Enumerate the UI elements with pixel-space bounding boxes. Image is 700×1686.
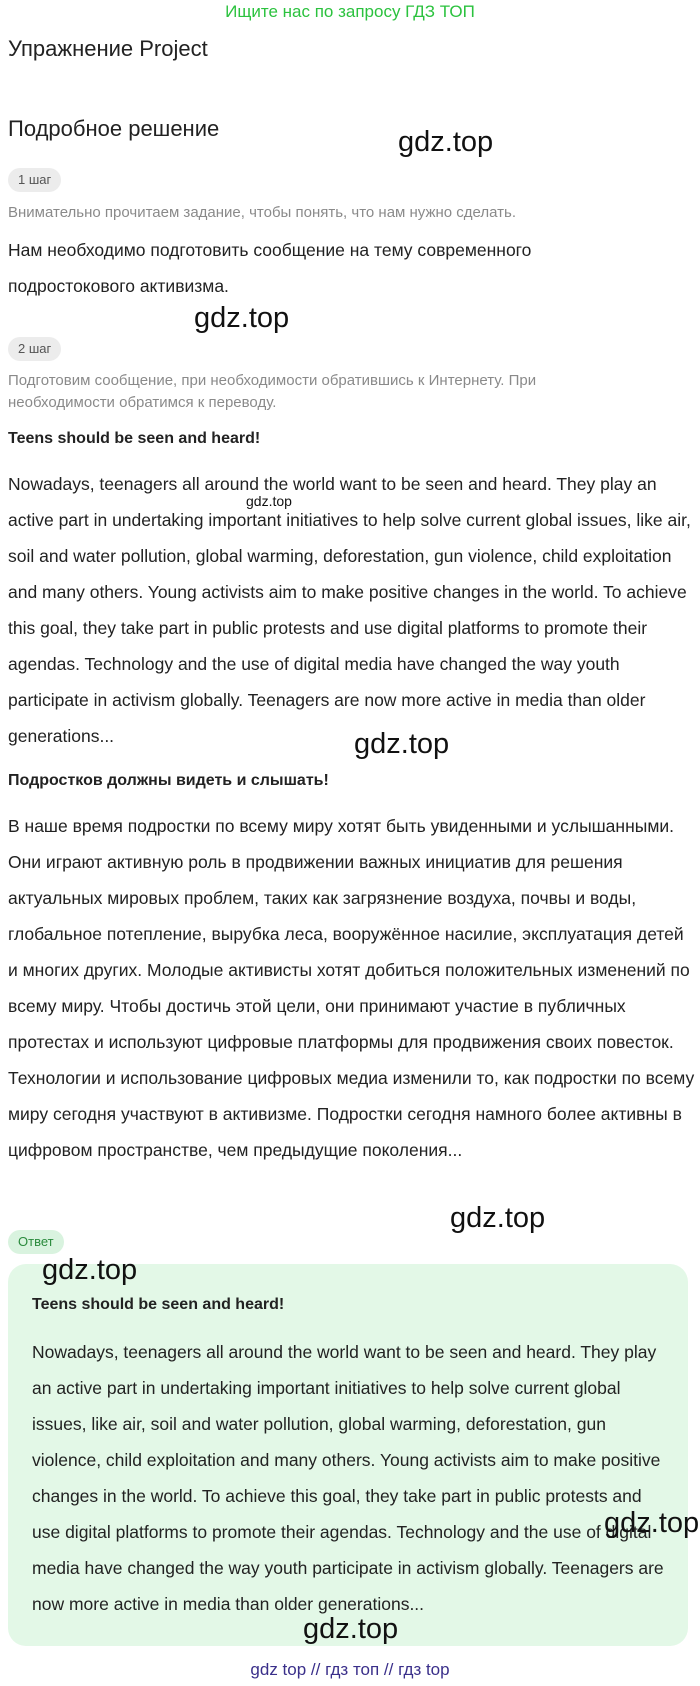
watermark: gdz.top [604, 1507, 700, 1539]
search-banner: Ищите нас по запросу ГДЗ ТОП [225, 2, 475, 21]
watermark: gdz.top [398, 126, 494, 158]
english-text: Nowadays, teenagers all around the world want to be seen and heard. They play an active part in undertaking important initiatives to help solve current global issues, like air, soil and water pollution, global warming, deforestation, gun violence, child exploitation and many others. Young activists aim to make positive changes in the world. To achieve this goal, they take part in public protests and use digital platforms to promote their agendas. Technology and the use of digital media have changed the way youth participate in activism globally. Teenagers are now more active in media than older generations... [8, 474, 691, 746]
answer-badge: Ответ [8, 1230, 64, 1254]
english-title: Teens should be seen and heard! [8, 430, 261, 447]
step-text: Нам необходимо подготовить сообщение на тему современного подростокового активизма. [8, 240, 532, 296]
section-title: Подробное решение [8, 116, 220, 141]
russian-title: Подростков должны видеть и слышать! [8, 772, 329, 789]
watermark: gdz.top [303, 1613, 399, 1645]
watermark: gdz.top [194, 302, 290, 334]
answer-title: Teens should be seen and heard! [32, 1296, 285, 1313]
watermark: gdz.top [450, 1202, 546, 1234]
russian-text: В наше время подростки по всему миру хотят быть увиденными и услышанными. Они играют активную роль в продвижении важных инициатив для решения актуальных мировых проблем, таких как загрязнение воздуха, почвы и воды, глобальное потепление, вырубка леса, вооружённое насилие, эксплуатация детей и многих других. Молодые активисты хотят добиться положительных изменений по всему миру. Чтобы достичь этой цели, они принимают участие в публичных протестах и используют цифровые платформы для продвижения своих повесток. Технологии и использование цифровых медиа изменили то, как подростки по всему миру сегодня участвуют в активизме. Подростки сегодня намного более активны в цифровом пространстве, чем предыдущие поколения... [8, 816, 695, 1160]
answer-text: Nowadays, teenagers all around the world want to be seen and heard. They play an active part in undertaking important initiatives to help solve current global issues, like air, soil and water pollution, global warming, deforestation, gun violence, child exploitation and many others. Young activists aim to make positive changes in the world. To achieve this goal, they take part in public protests and use digital platforms to promote their agendas. Technology and the use of digital media have changed the way youth participate in activism globally. Teenagers are now more active in media than older generations... [32, 1342, 664, 1614]
step-hint: Внимательно прочитаем задание, чтобы понять, что нам нужно сделать. [8, 204, 517, 221]
watermark: gdz.top [246, 493, 292, 509]
watermark: gdz.top [42, 1254, 138, 1286]
watermark: gdz.top [354, 728, 450, 760]
step-badge: 2 шаг [8, 337, 61, 361]
footer-links[interactable]: gdz top // гдз топ // гдз top [250, 1660, 450, 1679]
step-badge: 1 шаг [8, 168, 61, 192]
step-hint: Подготовим сообщение, при необходимости обратившись к Интернету. При необходимости обратимся к переводу. [8, 372, 537, 411]
page-title: Упражнение Project [8, 36, 208, 61]
answer-box [8, 1264, 688, 1646]
